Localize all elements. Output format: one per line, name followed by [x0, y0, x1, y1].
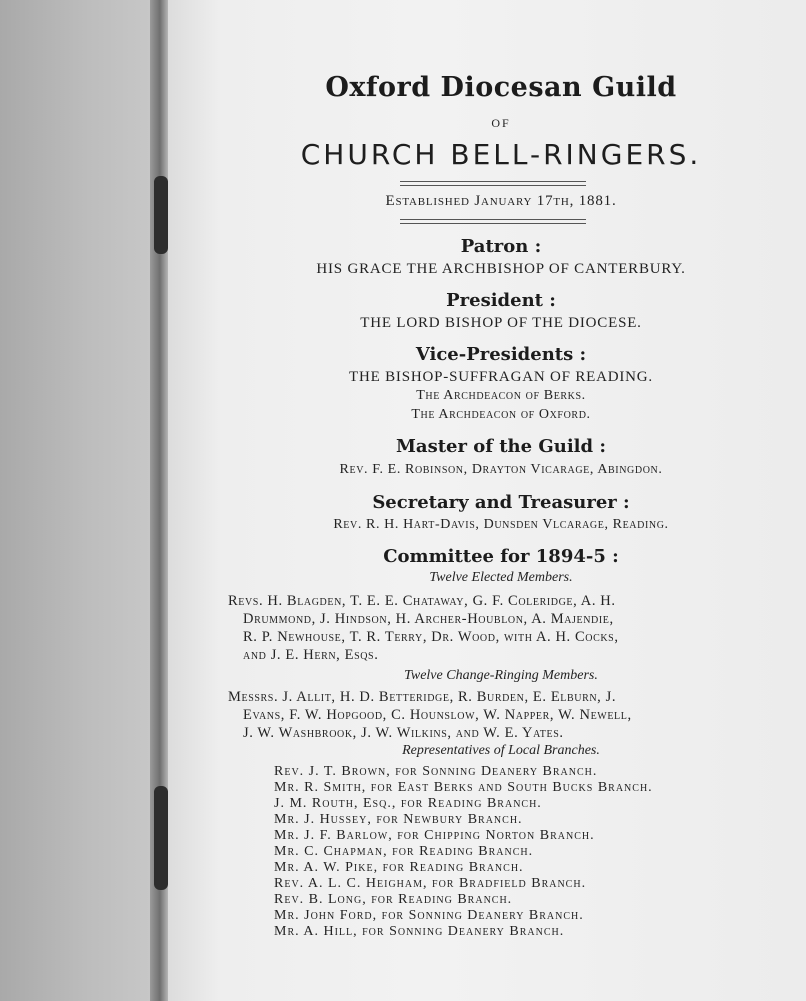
- list-item: Rev. J. T. Brown, for Sonning Deanery Branch.: [274, 764, 598, 779]
- change-ringing-label: Twelve Change-Ringing Members.: [404, 668, 598, 683]
- patron-heading: Patron :: [460, 236, 542, 257]
- master-name: Rev. F. E. Robinson, Drayton Vicarage, Abingdon.: [339, 462, 663, 477]
- elected-line-4: and J. E. Hern, Esqs.: [243, 647, 379, 663]
- established-date: Established January 17th, 1881.: [385, 193, 617, 209]
- secretary-name: Rev. R. H. Hart-Davis, Dunsden Vlcarage, Reading.: [333, 517, 669, 532]
- document-page: [168, 0, 806, 1001]
- vice-president-1: THE BISHOP-SUFFRAGAN OF READING.: [349, 369, 653, 385]
- list-item: Rev. A. L. C. Heigham, for Bradfield Branch.: [274, 876, 587, 891]
- master-heading: Master of the Guild :: [395, 436, 606, 457]
- list-item: Mr. John Ford, for Sonning Deanery Branch.: [274, 908, 584, 923]
- binding-thread-top: [154, 176, 168, 254]
- title-of: OF: [491, 116, 511, 130]
- established-rule-top: [400, 219, 586, 220]
- patron-name: HIS GRACE THE ARCHBISHOP OF CANTERBURY.: [316, 261, 686, 277]
- vice-presidents-heading: Vice-Presidents :: [415, 344, 587, 365]
- guild-title: Oxford Diocesan Guild: [325, 72, 677, 103]
- list-item: J. M. Routh, Esq., for Reading Branch.: [274, 796, 542, 811]
- representatives-list: [274, 764, 653, 940]
- elected-line-3: R. P. Newhouse, T. R. Terry, Dr. Wood, with A. H. Cocks,: [243, 629, 619, 645]
- president-name: THE LORD BISHOP OF THE DIOCESE.: [360, 315, 642, 331]
- list-item: Mr. A. Hill, for Sonning Deanery Branch.: [274, 924, 565, 939]
- change-line-3: J. W. Washbrook, J. W. Wilkins, and W. E. Yates.: [243, 725, 564, 741]
- elected-members-label: Twelve Elected Members.: [429, 570, 573, 585]
- established-rule-bottom: [400, 223, 586, 224]
- list-item: Mr. A. W. Pike, for Reading Branch.: [274, 860, 524, 875]
- representatives-label: Representatives of Local Branches.: [402, 743, 600, 758]
- main-title: CHURCH BELL-RINGERS.: [300, 138, 702, 171]
- title-rule-bottom: [400, 185, 586, 186]
- change-line-1: Messrs. J. Allit, H. D. Betteridge, R. Burden, E. Elburn, J.: [228, 689, 617, 705]
- binding-thread-bottom: [154, 786, 168, 890]
- president-heading: President :: [446, 290, 556, 311]
- list-item: Mr. C. Chapman, for Reading Branch.: [274, 844, 534, 859]
- list-item: Mr. J. Hussey, for Newbury Branch.: [274, 812, 523, 827]
- change-line-2: Evans, F. W. Hopgood, C. Hounslow, W. Napper, W. Newell,: [243, 707, 632, 723]
- vice-president-2: The Archdeacon of Berks.: [416, 388, 586, 403]
- committee-heading: Committee for 1894-5 :: [383, 546, 619, 567]
- elected-line-2: Drummond, J. Hindson, H. Archer-Houblon, A. Majendie,: [243, 611, 614, 627]
- left-page: [0, 0, 162, 1001]
- vice-president-3: The Archdeacon of Oxford.: [411, 407, 591, 422]
- secretary-heading: Secretary and Treasurer :: [372, 492, 630, 513]
- list-item: Mr. J. F. Barlow, for Chipping Norton Branch.: [274, 828, 595, 843]
- list-item: Rev. B. Long, for Reading Branch.: [274, 892, 513, 907]
- title-rule-top: [400, 181, 586, 182]
- elected-line-1: Revs. H. Blagden, T. E. E. Chataway, G. F. Coleridge, A. H.: [228, 593, 616, 609]
- list-item: Mr. R. Smith, for East Berks and South Bucks Branch.: [274, 780, 653, 795]
